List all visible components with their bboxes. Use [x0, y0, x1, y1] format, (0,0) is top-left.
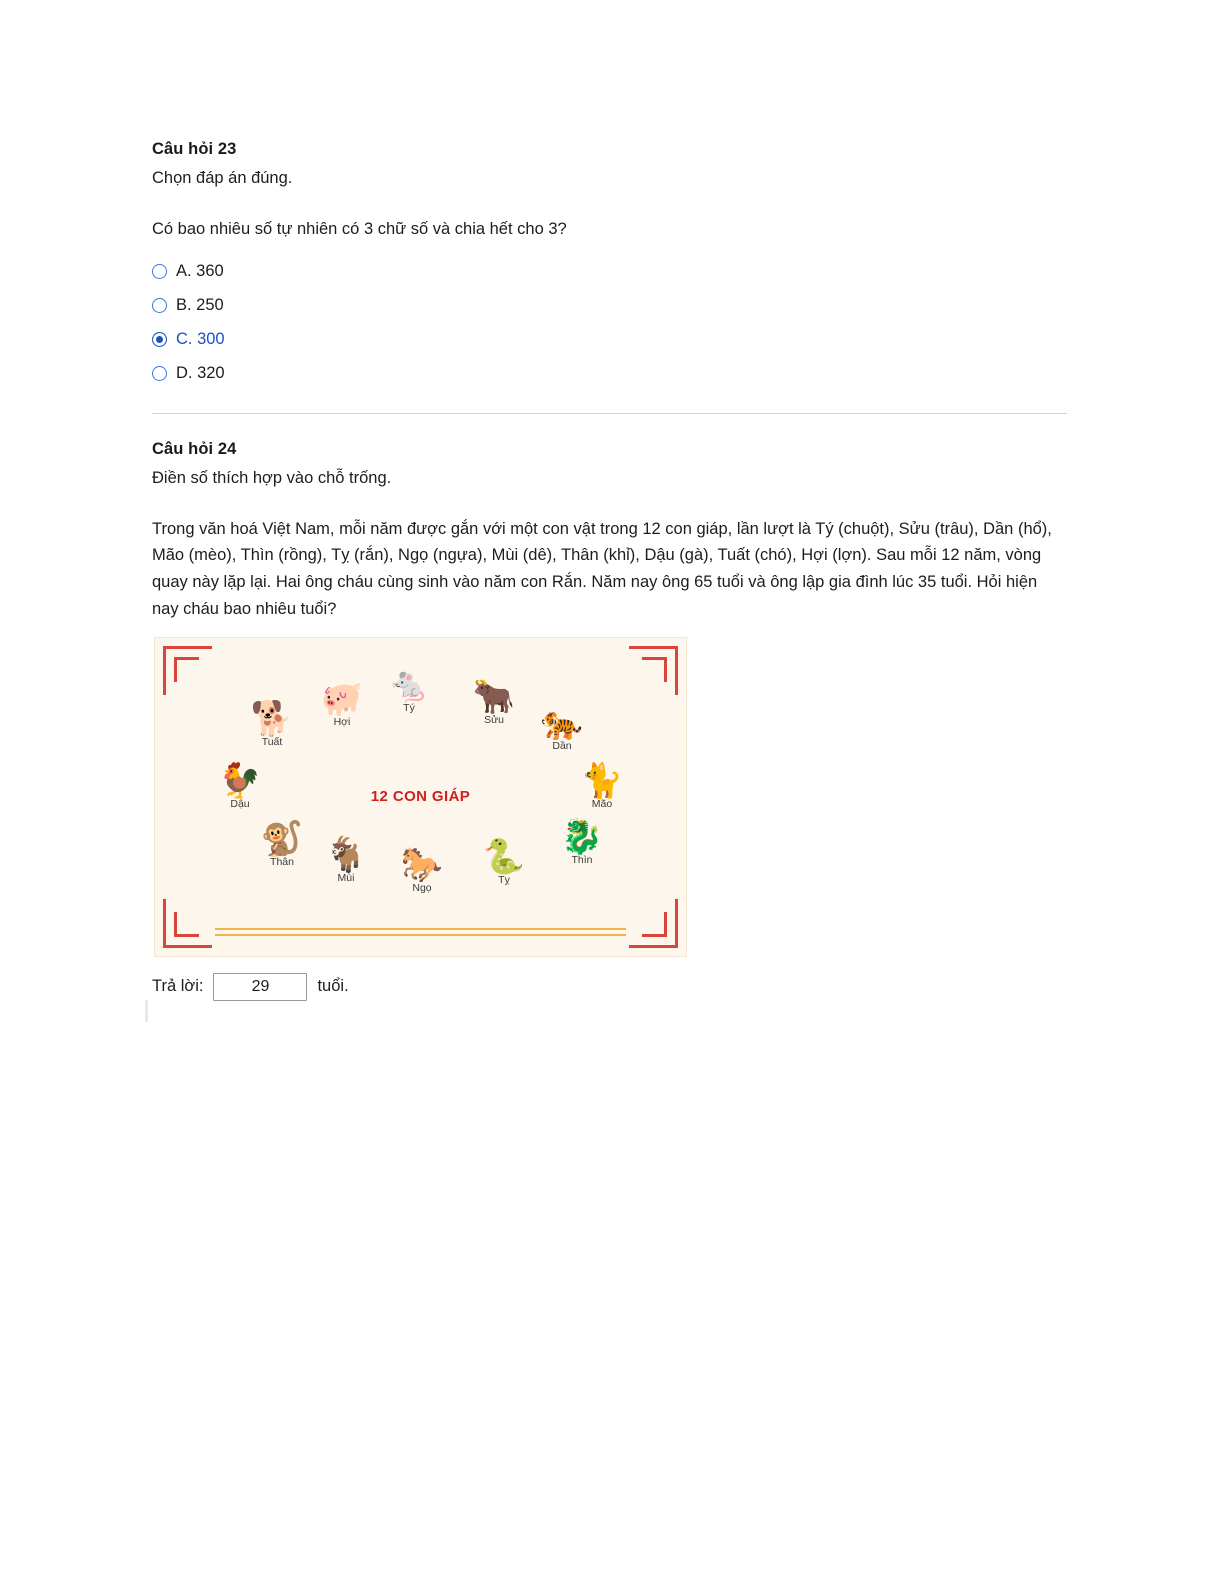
answer-suffix: tuổi.: [317, 977, 349, 996]
prompt-line-1: Trong văn hoá Việt Nam, mỗi năm được gắn với một con vật trong 12 con giáp, lần lượt là Tý (chuột), Sửu (trâu),: [152, 519, 979, 538]
zodiac-animal-suu-label: Sửu: [484, 713, 504, 726]
zodiac-animal-hoi-label: Hợi: [333, 715, 351, 728]
zodiac-animal-suu: [455, 678, 533, 726]
prompt-line-4: đình lúc 35 tuổi. Hỏi hiện nay cháu bao nhiêu tuổi?: [152, 573, 1038, 618]
zodiac-animal-mui-label: Mùi: [337, 871, 355, 884]
prompt-line-2: Dần (hổ), Mão (mèo), Thìn (rồng), Tỵ (rắn), Ngọ (ngựa), Mùi (dê), Thân (khỉ), Dậu (gà), Tuất (chó), Hợi (lợn). Sau: [152, 519, 1052, 565]
zodiac-animal-thin-label: Thìn: [571, 853, 593, 866]
ox-icon: 🐂: [472, 677, 516, 716]
zodiac-animal-thin: [543, 818, 621, 866]
choice-a[interactable]: [152, 255, 1067, 289]
question-23-instruction: Chọn đáp án đúng.: [152, 169, 293, 187]
choice-b[interactable]: [152, 289, 1067, 323]
zodiac-animal-mao: [563, 762, 641, 810]
zodiac-animal-dau-label: Dậu: [230, 797, 250, 810]
ornament-corner-bottom-right-icon: [629, 899, 678, 948]
ornament-corner-top-left-icon: [163, 646, 212, 695]
zodiac-animal-dau: [201, 762, 279, 810]
zodiac-animal-hoi: [303, 680, 381, 728]
monkey-icon: 🐒: [260, 819, 304, 858]
choice-d[interactable]: [152, 357, 1067, 391]
rooster-icon: 🐓: [218, 761, 262, 800]
question-23-prompt: Có bao nhiêu số tự nhiên có 3 chữ số và chia hết cho 3?: [152, 220, 567, 238]
rat-icon: 🐁: [387, 665, 431, 704]
question-24-number: Câu hỏi 24: [152, 439, 237, 458]
zodiac-animal-dan: [523, 704, 601, 752]
radio-button-d[interactable]: [152, 366, 167, 381]
cat-icon: 🐈: [580, 761, 624, 800]
choice-a-label: A. 360: [176, 262, 224, 281]
zodiac-animal-than-label: Thân: [270, 855, 294, 868]
choice-c[interactable]: [152, 323, 1067, 357]
zodiac-animal-ty-snake-label: Tỵ: [498, 873, 510, 886]
zodiac-animal-tuat-label: Tuất: [261, 735, 283, 748]
ornament-band-upper: [215, 928, 626, 930]
ornament-corner-top-right-icon: [629, 646, 678, 695]
dog-icon: 🐕: [250, 699, 294, 738]
zodiac-animal-than: [243, 820, 321, 868]
question-24-prompt: [152, 516, 1067, 623]
radio-button-a[interactable]: [152, 264, 167, 279]
choice-c-label: C. 300: [176, 330, 225, 349]
zodiac-animal-dan-label: Dần: [552, 739, 572, 752]
question-24: [152, 440, 1067, 1001]
zodiac-animal-ngo: [383, 846, 461, 894]
dragon-icon: 🐉: [560, 817, 604, 856]
choice-b-label: B. 250: [176, 296, 224, 315]
zodiac-illustration: [154, 637, 687, 957]
zodiac-caption: 12 CON GIÁP: [370, 787, 471, 805]
choice-d-label: D. 320: [176, 364, 225, 383]
question-divider: [152, 413, 1067, 414]
ornament-band-lower: [215, 934, 626, 936]
snake-icon: 🐍: [482, 837, 526, 876]
answer-row: [152, 973, 1067, 1001]
zodiac-animal-ngo-label: Ngọ: [412, 881, 432, 894]
question-23: [152, 140, 1067, 391]
zodiac-animal-ty: [370, 666, 448, 714]
document-content: [152, 140, 1067, 1001]
question-23-number: Câu hỏi 23: [152, 140, 237, 158]
goat-icon: 🐐: [324, 835, 368, 874]
prompt-line-3: mỗi 12 năm, vòng quay này lặp lại. Hai ông cháu cùng sinh vào năm con Rắn. Năm nay ông 65 tuổi và ông lập gia: [152, 546, 1042, 592]
tiger-icon: 🐅: [540, 703, 584, 742]
radio-button-c[interactable]: [152, 332, 167, 347]
pig-icon: 🐖: [320, 679, 364, 718]
zodiac-animal-mao-label: Mão: [591, 797, 613, 810]
answer-label: Trả lời:: [152, 977, 204, 996]
zodiac-animal-ty-snake: [465, 838, 543, 886]
horse-icon: 🐎: [400, 845, 444, 884]
radio-button-b[interactable]: [152, 298, 167, 313]
zodiac-animal-tuat: [233, 700, 311, 748]
question-23-choices: [152, 255, 1067, 391]
ornament-corner-bottom-left-icon: [163, 899, 212, 948]
zodiac-animal-ty-label: Tý: [403, 701, 415, 714]
answer-input[interactable]: [213, 973, 307, 1001]
question-24-instruction: Điền số thích hợp vào chỗ trống.: [152, 468, 392, 487]
page-edge-marker: [145, 1000, 148, 1022]
